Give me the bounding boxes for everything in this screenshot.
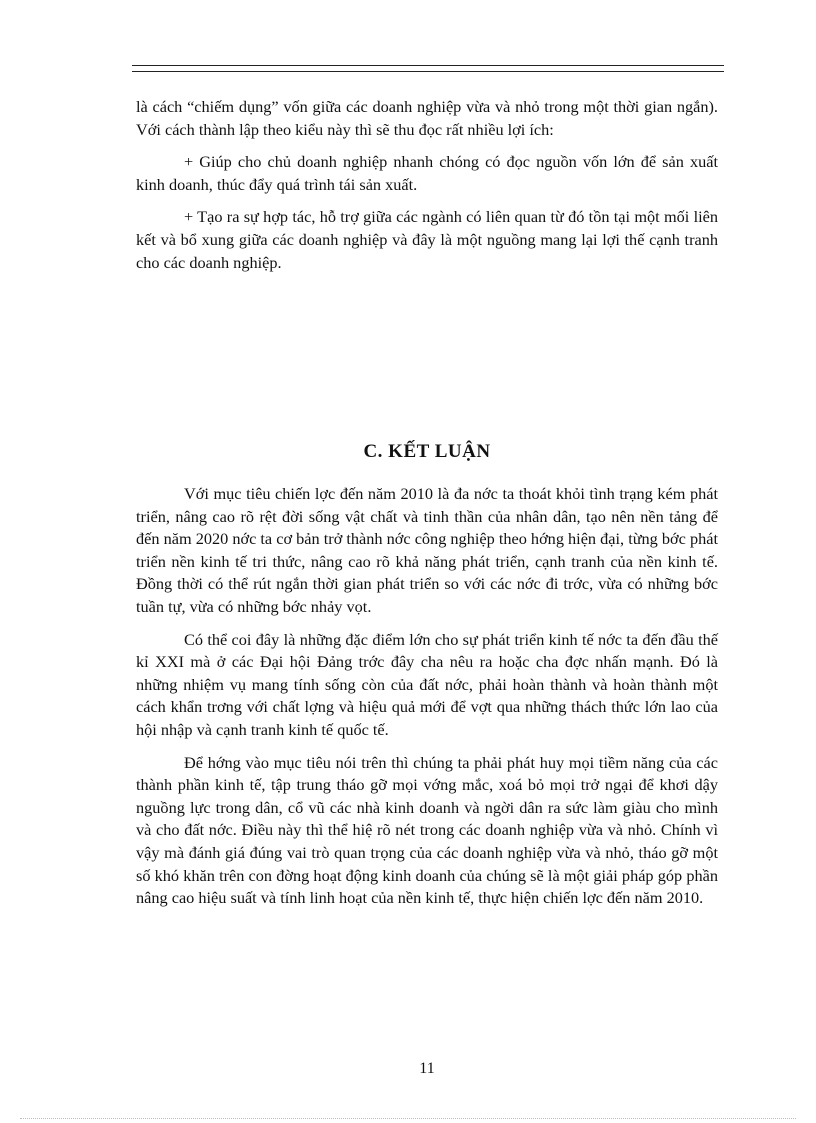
conclusion-paragraph-2: Có thể coi đây là những đặc điểm lớn cho sự phát triển kinh tế nớc ta đến đầu thế kỉ XXI mà ở các Đại hội Đảng trớc đây cha nêu ra hoặc cha đợc nhấn mạnh. Đó là những nhiệm vụ mang tính sống còn của đất nớc, phải hoàn thành và hoàn thành một cách khẩn trơng với chất lợng và hiệu quả mới để vợt qua những thách thức lớn lao của hội nhập và cạnh tranh kinh tế quốc tế. (136, 629, 718, 739)
conclusion-paragraph-1: Với mục tiêu chiến lợc đến năm 2010 là đa nớc ta thoát khỏi tình trạng kém phát triển, nâng cao rõ rệt đời sống vật chất và tinh thần của nhân dân, tạo nên nền tảng để đến năm 2020 nớc ta cơ bản trở thành nớc công nghiệp theo hớng hiện đại, từng bớc phát triển nền kinh tế tri thức, nâng cao rõ khả năng phát triển, cạnh tranh của nền kinh tế. Đồng thời có thể rút ngắn thời gian phát triển so với các nớc đi trớc, vừa có những bớc tuần tự, vừa có những bớc nhảy vọt. (136, 484, 718, 616)
intro-paragraph-2: + Giúp cho chủ doanh nghiệp nhanh chóng có đọc nguồn vốn lớn để sản xuất kinh doanh, thúc đẩy quá trình tái sản xuất. (136, 152, 718, 194)
intro-paragraph-1: là cách “chiếm dụng” vốn giữa các doanh nghiệp vừa và nhỏ trong một thời gian ngắn). Với cách thành lập theo kiểu này thì sẽ thu đọc rất nhiều lợi ích: (136, 97, 718, 139)
conclusion-section (136, 483, 718, 920)
page-number: 11 (419, 1060, 435, 1077)
conclusion-paragraph-3: Để hớng vào mục tiêu nói trên thì chúng ta phải phát huy mọi tiềm năng của các thành phần kinh tế, tập trung tháo gỡ mọi vớng mắc, xoá bỏ mọi trở ngại để khơi dậy nguồng lực trong dân, cổ vũ các nhà kinh doanh và ngời dân ra sức làm giàu cho mình và cho đất nớc. Điều này thì thể hiệ rõ nét trong các doanh nghiệp vừa và nhỏ. Chính vì vậy mà đánh giá đúng vai trò quan trọng của các doanh nghiệp vừa và nhỏ, tháo gỡ một số khó khăn trên con đờng hoạt động kinh doanh của chúng sẽ là một giải pháp góp phần nâng cao hiệu suất và tính linh hoạt của nền kinh tế, thực hiện chiến lợc đến năm 2010. (136, 752, 718, 908)
page-bottom-divider (20, 1118, 796, 1119)
intro-paragraph-3: + Tạo ra sự hợp tác, hỗ trợ giữa các ngành có liên quan từ đó tồn tại một mối liên kết và bổ xung giữa các doanh nghiệp và đây là một nguồng mang lại lợi thế cạnh tranh cho các doanh nghiệp. (136, 207, 718, 272)
header-rule-bottom (132, 71, 724, 72)
intro-section (136, 95, 718, 283)
header-rule-top (132, 65, 724, 66)
section-heading: C. KẾT LUẬN (363, 441, 491, 462)
